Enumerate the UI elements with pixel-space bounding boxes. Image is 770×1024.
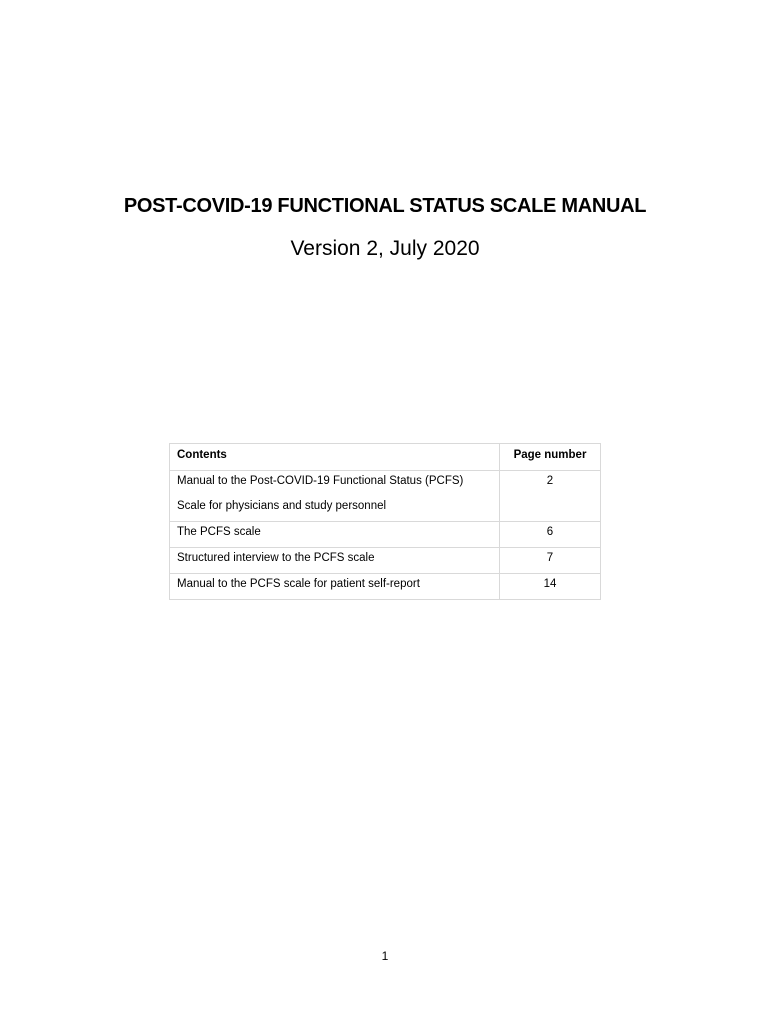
toc-entry-page-number: 2 xyxy=(546,475,554,487)
toc-entry-page-number: 6 xyxy=(546,526,554,538)
toc-entry-page-number: 7 xyxy=(546,552,554,564)
toc-header-contents: Contents xyxy=(170,444,500,471)
document-title: POST-COVID-19 FUNCTIONAL STATUS SCALE MANUAL xyxy=(123,195,647,217)
toc-row xyxy=(170,471,601,522)
toc-entry-page-number: 14 xyxy=(543,578,557,590)
toc-entry-title xyxy=(170,522,500,548)
toc-header-row xyxy=(170,444,601,471)
toc-entry-title xyxy=(170,548,500,574)
toc-entry-page xyxy=(500,548,601,574)
page-number: 1 xyxy=(381,949,389,963)
toc-entry-title xyxy=(170,574,500,600)
toc-row xyxy=(170,548,601,574)
table-of-contents xyxy=(169,443,601,600)
toc-entry-line: The PCFS scale xyxy=(177,526,261,538)
document-version: Version 2, July 2020 xyxy=(290,237,480,260)
toc-entry-line: Structured interview to the PCFS scale xyxy=(177,552,375,564)
toc-header-page-number: Page number xyxy=(500,444,601,471)
toc-entry-page xyxy=(500,471,601,522)
toc-entry-line: Manual to the PCFS scale for patient self-report xyxy=(177,578,420,590)
toc-entry-line: Scale for physicians and study personnel xyxy=(177,500,387,512)
toc-entry-page xyxy=(500,574,601,600)
toc-entry-line: Manual to the Post-COVID-19 Functional Status (PCFS) xyxy=(177,475,464,487)
toc-entry-page xyxy=(500,522,601,548)
toc-row xyxy=(170,574,601,600)
toc-row xyxy=(170,522,601,548)
toc-entry-title xyxy=(170,471,500,522)
